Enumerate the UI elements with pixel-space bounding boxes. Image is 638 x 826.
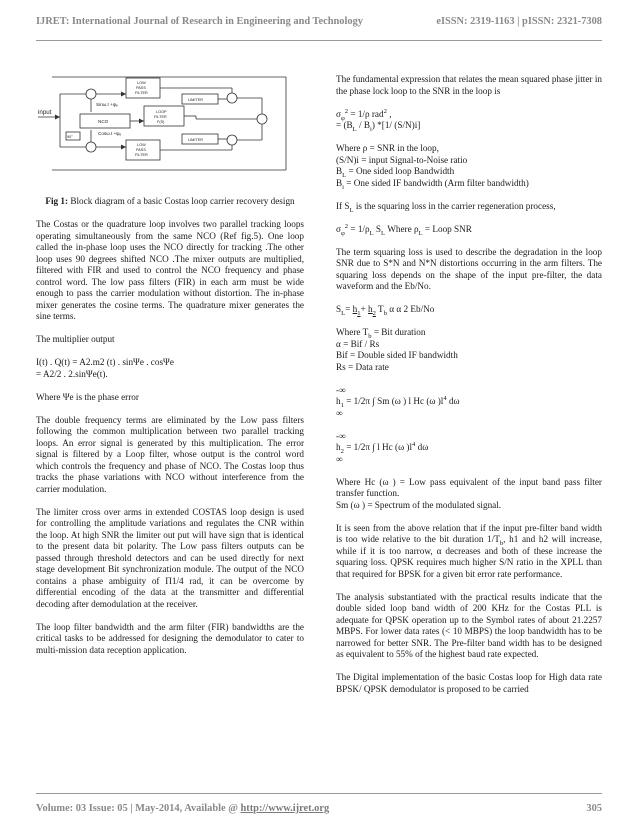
equation-iq-result: = A2/2 . 2.sinΨe(t).: [36, 368, 108, 379]
caption-label: Fig 1:: [45, 196, 69, 206]
def-bif: Bif = Double sided IF bandwidth: [336, 350, 458, 360]
h2-lower-limit: ∞: [336, 453, 343, 464]
para-phase-error: Where Ψe is the phase error: [36, 391, 139, 402]
equation-bandwidth-ratio: = $(B_L / B_i)$ *[1/ (S/N)i]: [336, 120, 421, 133]
loop-filter-label-2: FILTER: [154, 115, 167, 119]
cos-label: Cosω.t +ψₑ: [98, 131, 122, 136]
equation-iq: I(t) . Q(t) = A2.m2 (t) . sinΨe . cosΨe: [36, 357, 174, 367]
nco-label: NCO: [98, 119, 109, 124]
lpf-lower-label-2: PASS: [136, 148, 146, 152]
def-sm: Sm (ω ) = Spectrum of the modulated signal.: [336, 499, 502, 510]
left-column: [36, 196, 304, 668]
limiter-upper-label: LIMITER: [188, 98, 203, 102]
caption-text: Block diagram of a basic Costas loop carrier recovery design: [68, 196, 295, 206]
para-squaring-loss-intro: If $S_L$ is the squaring loss in the carrier regeneration process,: [336, 200, 556, 214]
sin-label: Sinω.t +ψₑ: [96, 102, 118, 107]
lpf-upper-label-1: LOW: [137, 81, 146, 85]
journal-title: IJRET: International Journal of Research in Engineering and Technology: [36, 16, 363, 27]
equation-sigma-2: $\sigma_\varphi^2 = 1/\rho_L$ $S_L$ Where $\rho_L$ = Loop SNR: [336, 222, 472, 237]
para-prefilter: It is seen from the above relation that if the input pre-filter band width is too wide relative to the bit duration $1/T_b$, h1 and h2 will increase, while if it is too narrow, α decreases and both of these increase the squaring loss. QPSK requires much higher S/N ratio in the XPLL than that required for BPSK for a given bit error rate performance.: [336, 522, 603, 579]
issn-text: eISSN: 2319-1163 | pISSN: 2321-7308: [436, 16, 602, 27]
volume-text: Volume: 03 Issue: 05 | May-2014, Available @: [36, 803, 238, 814]
para-digital-implementation: The Digital implementation of the basic Costas loop for High data rate BPSK/ QPSK demodulator is proposed to be carried: [336, 672, 602, 694]
para-multiplier-output: The multiplier output: [36, 334, 115, 344]
para-analysis: The analysis substantiated with the practical results indicate that the double sided loop band width of 200 KHz for the Costas PLL is adequate for QPSK operation up to the Symbol rates of about 21.2257 MBPS. For lower data rates (< 10 MBPS) the loop bandwidth has to be narrowed for better SNR. The Pre-filter band width has to be designed as equivalent to 55% of the highest baud rate expected.: [336, 591, 602, 659]
h1-upper-limit: -∞: [336, 384, 346, 395]
right-column: [336, 74, 602, 707]
para-costas-intro: The Costas or the quadrature loop involves two parallel tracking loops operating simultaneously from the same NCO (Ref fig.5). One loop called the in-phase loop uses the NCO directly for tracking .The other loop uses 90 degrees shifted NCO .The mixer outputs are multiplied, filtered with FIR and used to control the NCO frequency and phase control word. The low pass filters (FIR) in each arm must be wide enough to pass the carrier modulation without distortion. The in-phase mixer generates the cosine terms. The quadrature mixer generates the sine terms.: [36, 219, 304, 321]
lpf-lower-label-3: FILTER: [135, 153, 148, 157]
def-alpha: α = Bif / Rs: [336, 338, 380, 349]
loop-filter-label-1: LOOP: [156, 110, 167, 114]
figure-caption: [36, 196, 304, 208]
input-label: input: [38, 109, 52, 116]
para-phase-jitter: The fundamental expression that relates the mean squared phase jitter in the phase lock loop to the SNR in the loop is: [336, 74, 602, 96]
equation-h1: $h_1 = 1/2\pi$ ∫ Sm (ω ) l Hc (ω )$l^4$ dω: [336, 394, 460, 409]
equation-sigma-1: $\sigma_\varphi^2 = 1/\rho$ rad$^2$ ,: [336, 107, 392, 122]
equation-sl: $S_L= h_1+ h_2$ $T_b$ α α 2 Eb/No: [336, 304, 435, 317]
block-diagram: [36, 72, 304, 190]
h1-lower-limit: ∞: [336, 407, 343, 418]
lpf-lower-label-1: LOW: [137, 143, 146, 147]
def-hc: Where Hc (ω ) = Low pass equivalent of the input band pass filter transfer function.: [336, 476, 602, 498]
def-tb: Where $T_b$ = Bit duration: [336, 327, 426, 340]
def-bi: $B_i$ = One sided IF bandwidth (Arm filter bandwidth): [336, 177, 529, 191]
lpf-upper-label-3: FILTER: [135, 91, 148, 95]
h2-upper-limit: -∞: [336, 430, 346, 441]
def-rho: Where ρ = SNR in the loop,: [336, 143, 439, 153]
def-bl: $B_L$ = One sided loop Bandwidth: [336, 166, 455, 179]
def-rs: Rs = Data rate: [336, 361, 389, 372]
deg-90-label: 90°: [67, 135, 73, 139]
limiter-lower-label: LIMITER: [188, 138, 203, 142]
para-double-frequency: The double frequency terms are eliminated by the Low pass filters following the common multiplication between two parallel tracking loops. An error signal is generated by this multiplication. The error signal is filtered by a Loop filter, whose output is the control word which controls the frequency and phase of NCO. The Costas loop thus tracks the phase variations with NCO without interference from the carrier modulation.: [36, 414, 304, 494]
volume-info: [36, 803, 329, 814]
journal-url-link[interactable]: http://www.ijret.org: [240, 803, 330, 814]
def-snr-input: (S/N)i = input Signal-to-Noise ratio: [336, 154, 468, 165]
page-footer: [36, 793, 602, 820]
para-loop-filter: The loop filter bandwidth and the arm filter (FIR) bandwidths are the critical tasks to be addressed for designing the demodulator to cater to multi-mission data reception application.: [36, 621, 304, 655]
lpf-upper-label-2: PASS: [136, 86, 146, 90]
para-squaring-loss-term: The term squaring loss is used to describe the degradation in the loop SNR due to S*N and N*N distortions occurring in the arm filters. The squaring loss depends on the shape of the input pre-filter, the data waveform and the Eb/No.: [336, 246, 602, 291]
loop-filter-label-3: F(S): [157, 120, 165, 124]
page-number: 305: [586, 803, 602, 814]
page-header: [36, 6, 602, 41]
para-limiter: The limiter cross over arms in extended COSTAS loop design is used for controlling the amplitude variations and regulates the CNR within the loop. At high SNR the limiter out put will have sign that is identical to the present data bit polarity. The Low pass filters outputs can be passed through threshold detectors and can be used directly for next stage development Bit synchronization module. The output of the NCO contains a phase ambiguity of Π1/4 rad, it can be overcome by differential encoding of the data at the transmitter and differential decoding after demodulation at the receiver.: [36, 506, 304, 609]
costas-loop-figure: [36, 72, 304, 190]
equation-h2: $h_2 = 1/2\pi$ ∫ l Hc (ω )$l^4$ dω: [336, 440, 429, 455]
